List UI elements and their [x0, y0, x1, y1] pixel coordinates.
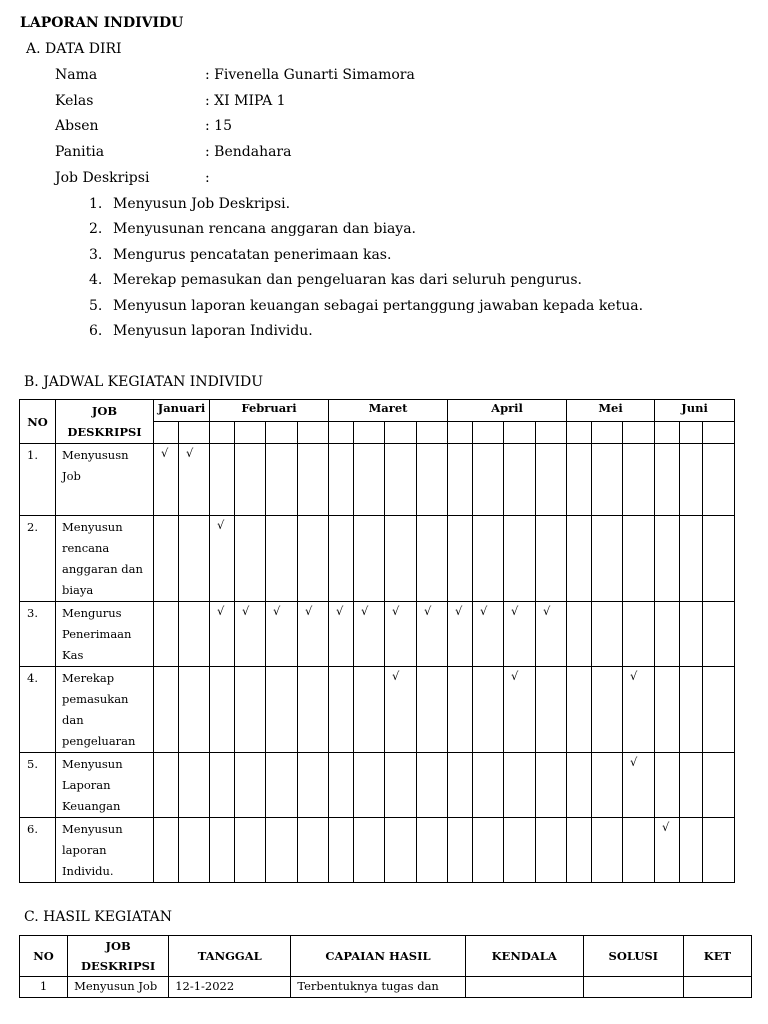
duty-number: 4.	[89, 272, 103, 288]
week-cell	[354, 667, 385, 753]
week-cell	[623, 818, 655, 883]
check-mark: √	[329, 602, 354, 667]
week-cell	[536, 753, 567, 818]
week-cell	[473, 516, 504, 602]
month-header-mei: Mei	[567, 400, 655, 422]
week-header-cell	[329, 422, 354, 444]
week-cell	[655, 602, 680, 667]
week-cell	[448, 516, 473, 602]
schedule-row-job: Merekap pemasukan dan pengeluaran	[56, 667, 154, 753]
section-b-heading: B. JADWAL KEGIATAN INDIVIDU	[24, 374, 264, 390]
results-table	[19, 935, 752, 998]
week-header-cell	[703, 422, 735, 444]
check-mark: √	[417, 602, 448, 667]
week-cell	[703, 444, 735, 516]
week-cell	[179, 516, 210, 602]
week-cell	[567, 753, 592, 818]
week-cell	[385, 753, 417, 818]
week-cell	[592, 602, 623, 667]
week-header-cell	[504, 422, 536, 444]
week-cell	[680, 516, 703, 602]
week-cell	[417, 444, 448, 516]
week-cell	[473, 444, 504, 516]
week-cell	[536, 667, 567, 753]
week-cell	[266, 818, 298, 883]
week-cell	[179, 602, 210, 667]
duty-number: 1.	[89, 196, 103, 212]
week-cell	[154, 516, 179, 602]
table-row	[20, 444, 735, 516]
week-cell	[179, 667, 210, 753]
week-header-cell	[536, 422, 567, 444]
week-cell	[235, 753, 266, 818]
week-cell	[266, 444, 298, 516]
month-header-april: April	[448, 400, 567, 422]
week-cell	[703, 667, 735, 753]
duty-text: Menyusun laporan Individu.	[113, 323, 313, 339]
check-mark: √	[473, 602, 504, 667]
week-cell	[210, 818, 235, 883]
week-cell	[448, 667, 473, 753]
week-cell	[329, 516, 354, 602]
check-mark: √	[385, 667, 417, 753]
week-cell	[703, 516, 735, 602]
week-cell	[592, 818, 623, 883]
duty-text: Menyusun Job Deskripsi.	[113, 196, 291, 212]
week-cell	[210, 667, 235, 753]
duty-number: 3.	[89, 247, 103, 263]
schedule-row-no: 4.	[20, 667, 56, 753]
week-cell	[154, 667, 179, 753]
results-header-tanggal: TANGGAL	[169, 936, 291, 977]
week-cell	[354, 818, 385, 883]
table-row	[20, 977, 752, 998]
week-cell	[235, 667, 266, 753]
table-row	[20, 516, 735, 602]
week-header-cell	[354, 422, 385, 444]
month-header-februari: Februari	[210, 400, 329, 422]
results-cell-no: 1	[20, 977, 68, 998]
check-mark: √	[210, 602, 235, 667]
week-cell	[298, 753, 329, 818]
week-cell	[235, 444, 266, 516]
duty-number: 6.	[89, 323, 103, 339]
identity-label-job: Job Deskripsi	[55, 170, 150, 186]
week-cell	[504, 753, 536, 818]
week-header-cell	[385, 422, 417, 444]
week-cell	[592, 444, 623, 516]
results-cell-tanggal: 12-1-2022	[169, 977, 291, 998]
identity-value-panitia: : Bendahara	[205, 144, 292, 160]
week-header-cell	[592, 422, 623, 444]
results-header-solusi: SOLUSI	[583, 936, 683, 977]
results-header-no: NO	[20, 936, 68, 977]
week-cell	[536, 818, 567, 883]
week-cell	[329, 753, 354, 818]
week-cell	[473, 667, 504, 753]
week-header-cell	[567, 422, 592, 444]
identity-value-nama: : Fivenella Gunarti Simamora	[205, 67, 415, 83]
table-row	[20, 818, 735, 883]
results-cell-job: Menyusun Job	[68, 977, 169, 998]
week-cell	[298, 818, 329, 883]
check-mark: √	[298, 602, 329, 667]
week-cell	[623, 444, 655, 516]
check-mark: √	[655, 818, 680, 883]
identity-value-absen: : 15	[205, 118, 232, 134]
week-cell	[536, 444, 567, 516]
month-header-januari: Januari	[154, 400, 210, 422]
schedule-row-job: Menyususn Job	[56, 444, 154, 516]
table-row	[20, 753, 735, 818]
results-cell-capaian: Terbentuknya tugas dan	[291, 977, 465, 998]
week-cell	[329, 818, 354, 883]
week-cell	[703, 602, 735, 667]
check-mark: √	[536, 602, 567, 667]
schedule-header-job: JOB DESKRIPSI	[56, 400, 154, 444]
week-cell	[385, 818, 417, 883]
week-cell	[448, 444, 473, 516]
week-cell	[154, 753, 179, 818]
week-cell	[179, 753, 210, 818]
week-cell	[298, 667, 329, 753]
week-cell	[385, 516, 417, 602]
week-cell	[417, 753, 448, 818]
week-cell	[536, 516, 567, 602]
week-cell	[680, 602, 703, 667]
check-mark: √	[504, 602, 536, 667]
check-mark: √	[179, 444, 210, 516]
week-cell	[473, 818, 504, 883]
table-row	[20, 602, 735, 667]
check-mark: √	[210, 516, 235, 602]
schedule-header-row	[20, 400, 735, 422]
week-cell	[417, 818, 448, 883]
results-cell-solusi	[583, 977, 683, 998]
week-cell	[680, 818, 703, 883]
week-cell	[703, 818, 735, 883]
schedule-row-job: Mengurus Penerimaan Kas	[56, 602, 154, 667]
week-cell	[179, 818, 210, 883]
week-cell	[567, 516, 592, 602]
results-header-job: JOB DESKRIPSI	[68, 936, 169, 977]
week-cell	[655, 667, 680, 753]
week-cell	[680, 667, 703, 753]
check-mark: √	[504, 667, 536, 753]
identity-value-job: :	[205, 170, 210, 186]
week-cell	[655, 753, 680, 818]
month-header-maret: Maret	[329, 400, 448, 422]
week-header-cell	[448, 422, 473, 444]
week-cell	[655, 444, 680, 516]
schedule-row-no: 5.	[20, 753, 56, 818]
identity-label-nama: Nama	[55, 67, 98, 83]
week-cell	[567, 667, 592, 753]
week-header-cell	[235, 422, 266, 444]
week-cell	[504, 444, 536, 516]
week-header-cell	[623, 422, 655, 444]
week-cell	[298, 516, 329, 602]
week-cell	[154, 602, 179, 667]
schedule-row-job: Menyusun rencana anggaran dan biaya	[56, 516, 154, 602]
week-cell	[680, 753, 703, 818]
results-header-kendala: KENDALA	[465, 936, 583, 977]
check-mark: √	[235, 602, 266, 667]
week-header-cell	[298, 422, 329, 444]
week-cell	[354, 516, 385, 602]
week-cell	[266, 667, 298, 753]
week-cell	[448, 753, 473, 818]
table-row	[20, 667, 735, 753]
week-cell	[210, 753, 235, 818]
week-cell	[266, 753, 298, 818]
check-mark: √	[154, 444, 179, 516]
results-header-ket: KET	[683, 936, 751, 977]
section-c-heading: C. HASIL KEGIATAN	[24, 909, 172, 925]
identity-label-absen: Absen	[55, 118, 99, 134]
week-cell	[623, 602, 655, 667]
week-cell	[210, 444, 235, 516]
month-header-juni: Juni	[655, 400, 735, 422]
week-cell	[703, 753, 735, 818]
week-header-cell	[417, 422, 448, 444]
check-mark: √	[448, 602, 473, 667]
week-cell	[385, 444, 417, 516]
week-cell	[655, 516, 680, 602]
results-cell-ket	[683, 977, 751, 998]
week-cell	[567, 818, 592, 883]
identity-label-panitia: Panitia	[55, 144, 105, 160]
week-cell	[592, 753, 623, 818]
week-cell	[154, 818, 179, 883]
week-cell	[680, 444, 703, 516]
week-cell	[417, 667, 448, 753]
week-cell	[473, 753, 504, 818]
week-header-cell	[154, 422, 179, 444]
section-a-heading: A. DATA DIRI	[26, 41, 122, 57]
schedule-row-no: 2.	[20, 516, 56, 602]
duty-text: Menyusunan rencana anggaran dan biaya.	[113, 221, 416, 237]
duty-text: Merekap pemasukan dan pengeluaran kas dari seluruh pengurus.	[113, 272, 582, 288]
week-cell	[504, 516, 536, 602]
schedule-row-no: 3.	[20, 602, 56, 667]
results-header-capaian: CAPAIAN HASIL	[291, 936, 465, 977]
schedule-table	[19, 399, 735, 883]
week-header-cell	[210, 422, 235, 444]
schedule-row-job: Menyusun Laporan Keuangan	[56, 753, 154, 818]
week-cell	[592, 667, 623, 753]
week-cell	[623, 516, 655, 602]
week-cell	[235, 516, 266, 602]
check-mark: √	[623, 667, 655, 753]
duty-text: Mengurus pencatatan penerimaan kas.	[113, 247, 392, 263]
week-header-cell	[179, 422, 210, 444]
week-cell	[504, 818, 536, 883]
check-mark: √	[623, 753, 655, 818]
identity-value-kelas: : XI MIPA 1	[205, 93, 286, 109]
week-cell	[329, 667, 354, 753]
duty-number: 5.	[89, 298, 103, 314]
check-mark: √	[385, 602, 417, 667]
schedule-row-job: Menyusun laporan Individu.	[56, 818, 154, 883]
duty-number: 2.	[89, 221, 103, 237]
schedule-row-no: 1.	[20, 444, 56, 516]
week-cell	[448, 818, 473, 883]
week-cell	[266, 516, 298, 602]
schedule-row-no: 6.	[20, 818, 56, 883]
week-header-cell	[473, 422, 504, 444]
report-title: LAPORAN INDIVIDU	[20, 15, 184, 31]
duty-text: Menyusun laporan keuangan sebagai pertanggung jawaban kepada ketua.	[113, 298, 644, 314]
week-cell	[329, 444, 354, 516]
week-header-cell	[680, 422, 703, 444]
week-cell	[417, 516, 448, 602]
week-cell	[298, 444, 329, 516]
week-header-cell	[266, 422, 298, 444]
week-cell	[354, 753, 385, 818]
week-cell	[567, 602, 592, 667]
schedule-header-no: NO	[20, 400, 56, 444]
week-header-cell	[655, 422, 680, 444]
week-cell	[592, 516, 623, 602]
week-cell	[235, 818, 266, 883]
check-mark: √	[354, 602, 385, 667]
week-cell	[354, 444, 385, 516]
identity-label-kelas: Kelas	[55, 93, 94, 109]
week-cell	[567, 444, 592, 516]
check-mark: √	[266, 602, 298, 667]
results-header-row	[20, 936, 752, 977]
results-cell-kendala	[465, 977, 583, 998]
